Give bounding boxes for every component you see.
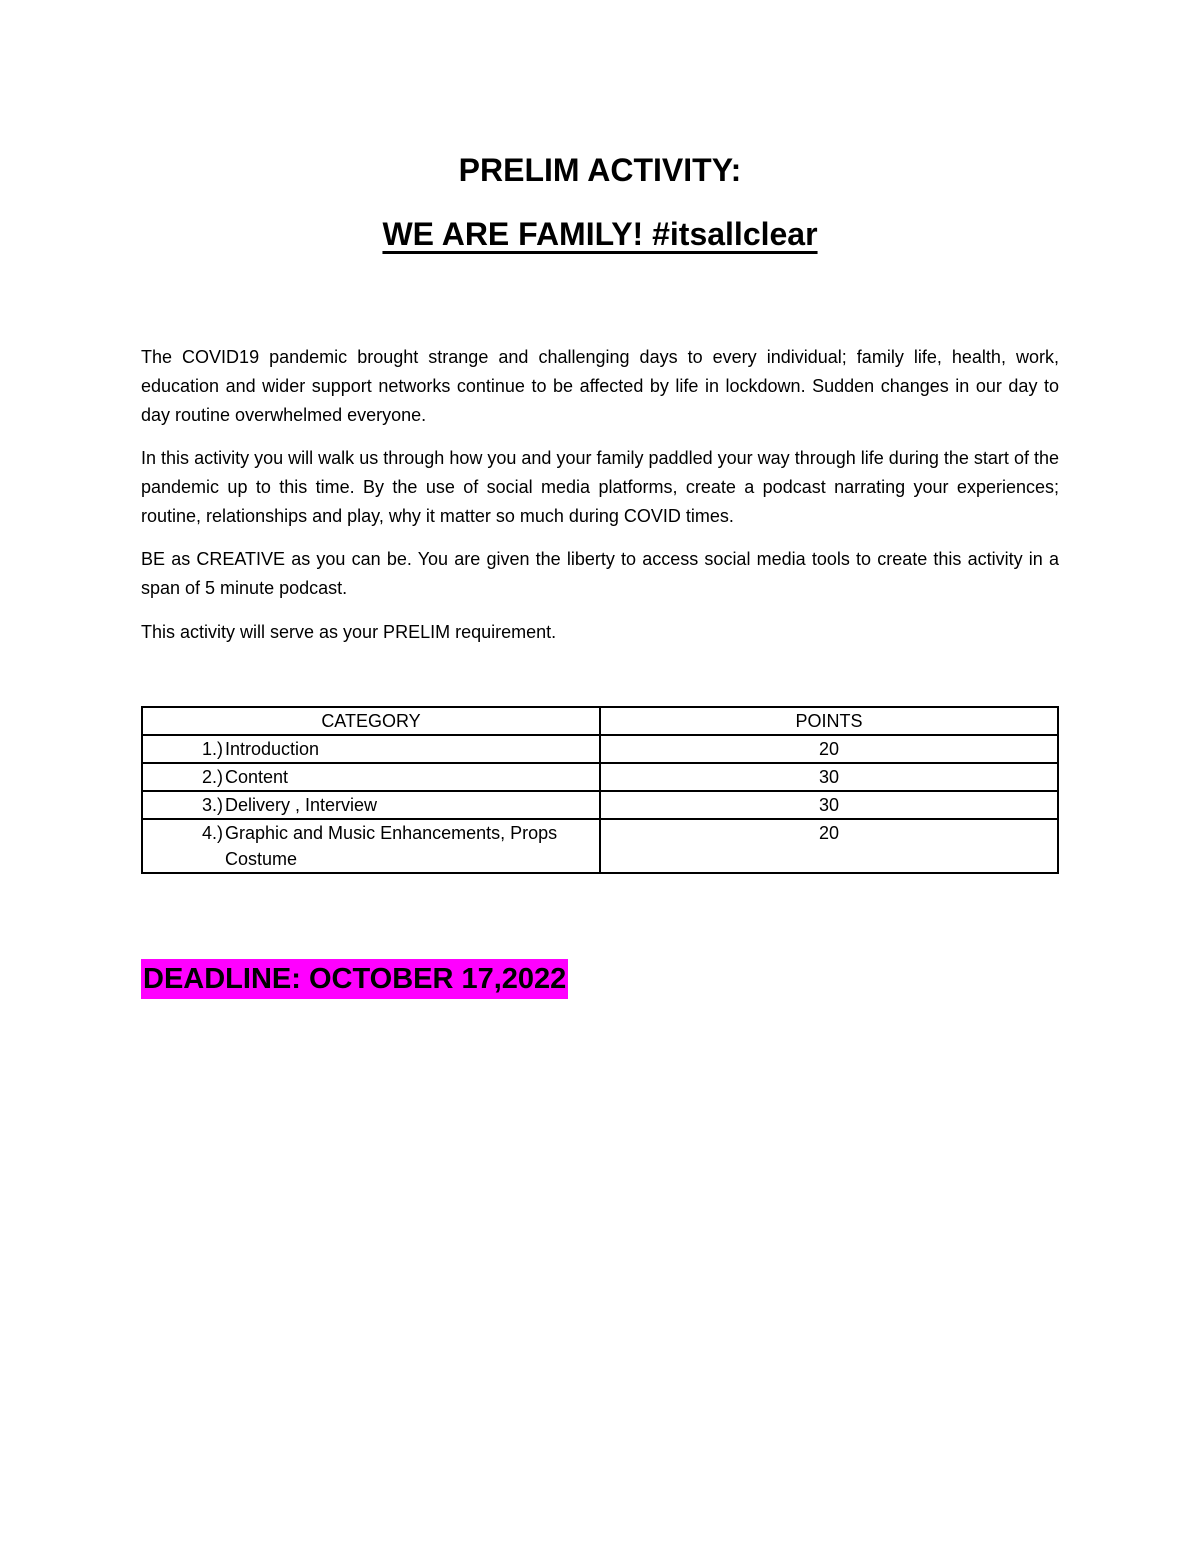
category-cell [142, 735, 600, 763]
item-number: 2.) [201, 767, 223, 787]
category-label: Delivery , Interview [225, 795, 378, 815]
table-row [142, 735, 1058, 763]
activity-title [0, 214, 1200, 254]
item-number: 1.) [201, 739, 223, 759]
table-row [142, 763, 1058, 791]
category-cell [142, 819, 600, 873]
category-header: CATEGORY [142, 707, 600, 735]
category-label: Content [225, 767, 289, 787]
item-number: 4.) [201, 823, 223, 843]
instructions-paragraph: In this activity you will walk us through how you and your family paddled your way through life during the start of the pandemic up to this time. By the use of social media platforms, create a podcast narrating your experiences; routine, relationships and play, why it matter so much during COVID times. [141, 448, 1059, 526]
deadline-highlight: DEADLINE: OCTOBER 17,2022 [141, 959, 568, 999]
category-label: Introduction [225, 739, 320, 759]
category-cell [142, 763, 600, 791]
page-title: PRELIM ACTIVITY: [458, 152, 742, 188]
table-row [142, 819, 1058, 873]
item-number: 3.) [201, 795, 223, 815]
rubric-table [141, 706, 1059, 874]
points-header: POINTS [600, 707, 1058, 735]
points-cell: 30 [600, 763, 1058, 791]
points-cell: 20 [600, 819, 1058, 873]
table-row [142, 791, 1058, 819]
category-cell [142, 791, 600, 819]
requirement-paragraph: This activity will serve as your PRELIM requirement. [141, 622, 557, 642]
activity-title-text: WE ARE FAMILY! #itsallclear [382, 216, 818, 252]
intro-paragraph: The COVID19 pandemic brought strange and challenging days to every individual; family life, health, work, education and wider support networks continue to be affected by life in lockdown. Sudden changes in our day to day routine overwhelmed everyone. [141, 347, 1059, 425]
rubric-header-row [142, 707, 1058, 735]
points-cell: 30 [600, 791, 1058, 819]
creative-paragraph: BE as CREATIVE as you can be. You are given the liberty to access social media tools to create this activity in a span of 5 minute podcast. [141, 549, 1059, 598]
points-cell: 20 [600, 735, 1058, 763]
category-label: Graphic and Music Enhancements, Props Costume [225, 823, 558, 869]
